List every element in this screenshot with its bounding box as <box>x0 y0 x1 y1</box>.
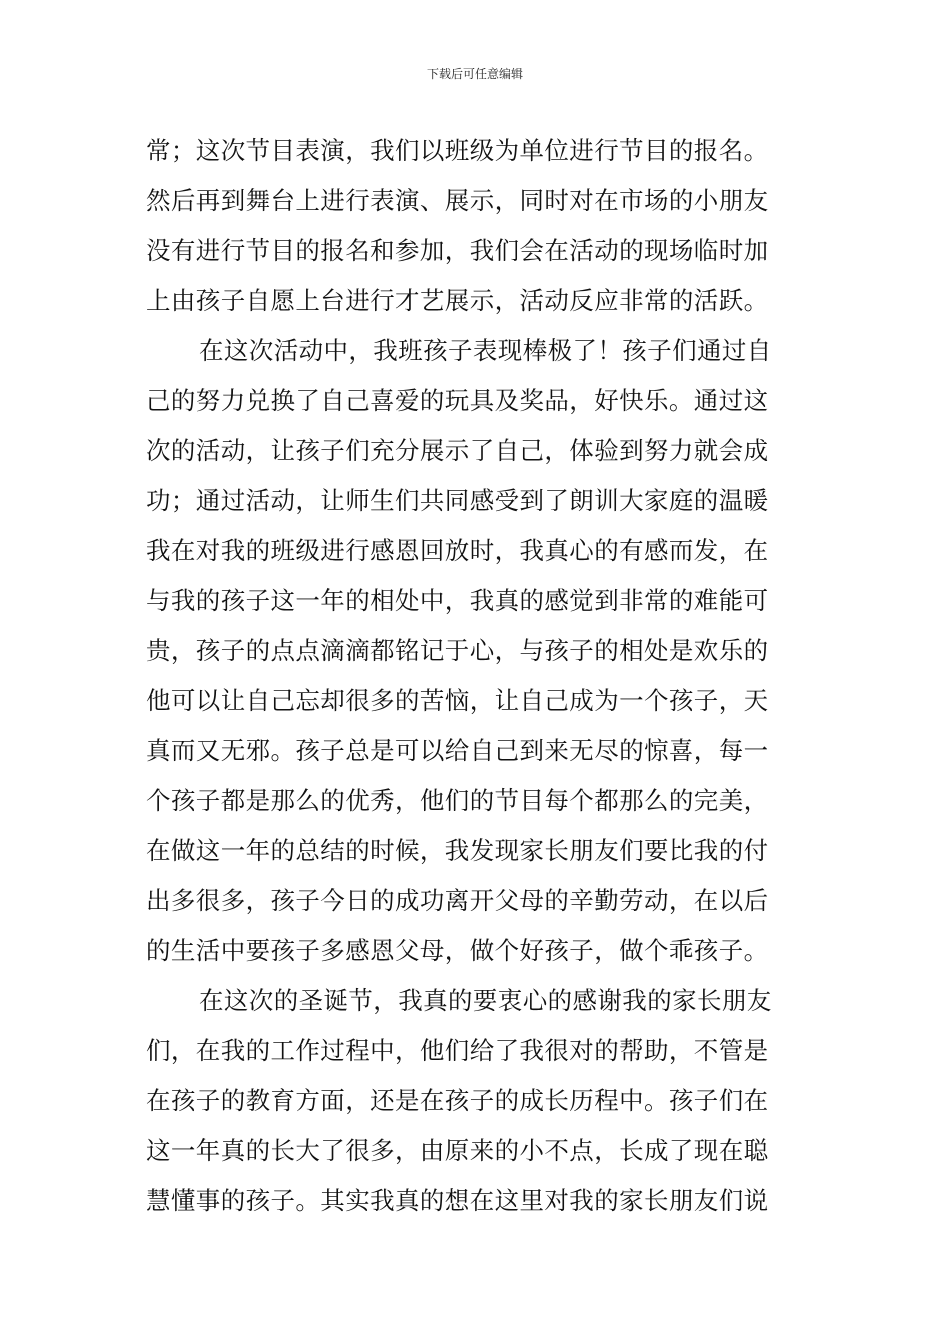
text-line: 功；通过活动，让师生们共同感受到了朗训大家庭的温暖 <box>146 486 769 515</box>
text-line: 慧懂事的孩子。其实我真的想在这里对我的家长朋友们说 <box>146 1186 769 1215</box>
text-line: 己的努力兑换了自己喜爱的玩具及奖品，好快乐。通过这 <box>146 386 769 415</box>
text-line: 出多很多，孩子今日的成功离开父母的辛勤劳动，在以后 <box>146 886 769 915</box>
text-line: 这一年真的长大了很多，由原来的小不点，长成了现在聪 <box>146 1136 769 1165</box>
text-line: 贵，孩子的点点滴滴都铭记于心，与孩子的相处是欢乐的 <box>146 636 769 665</box>
text-line: 在做这一年的总结的时候，我发现家长朋友们要比我的付 <box>146 836 769 865</box>
text-line: 他可以让自己忘却很多的苦恼，让自己成为一个孩子，天 <box>146 686 769 715</box>
text-line: 与我的孩子这一年的相处中，我真的感觉到非常的难能可 <box>146 586 769 615</box>
text-line: 在孩子的教育方面，还是在孩子的成长历程中。孩子们在 <box>146 1086 769 1115</box>
text-line: 们，在我的工作过程中，他们给了我很对的帮助，不管是 <box>146 1036 769 1065</box>
text-line-paragraph-start: 在这次活动中，我班孩子表现棒极了！孩子们通过自 <box>199 336 772 365</box>
text-line: 然后再到舞台上进行表演、展示，同时对在市场的小朋友 <box>146 186 769 215</box>
page-header: 下载后可任意编辑 <box>426 67 523 81</box>
text-line: 我在对我的班级进行感恩回放时，我真心的有感而发，在 <box>146 536 769 565</box>
text-line: 的生活中要孩子多感恩父母，做个好孩子，做个乖孩子。 <box>146 936 769 965</box>
text-line: 真而又无邪。孩子总是可以给自己到来无尽的惊喜，每一 <box>146 736 769 765</box>
text-line-paragraph-start: 在这次的圣诞节，我真的要衷心的感谢我的家长朋友 <box>199 986 772 1015</box>
text-line: 次的活动，让孩子们充分展示了自己，体验到努力就会成 <box>146 436 769 465</box>
text-line: 上由孩子自愿上台进行才艺展示，活动反应非常的活跃。 <box>146 286 769 315</box>
text-line: 没有进行节目的报名和参加，我们会在活动的现场临时加 <box>146 236 769 265</box>
body-text <box>146 126 816 1226</box>
text-line: 常；这次节目表演，我们以班级为单位进行节目的报名。 <box>146 136 769 165</box>
text-line: 个孩子都是那么的优秀，他们的节目每个都那么的完美， <box>146 786 769 815</box>
